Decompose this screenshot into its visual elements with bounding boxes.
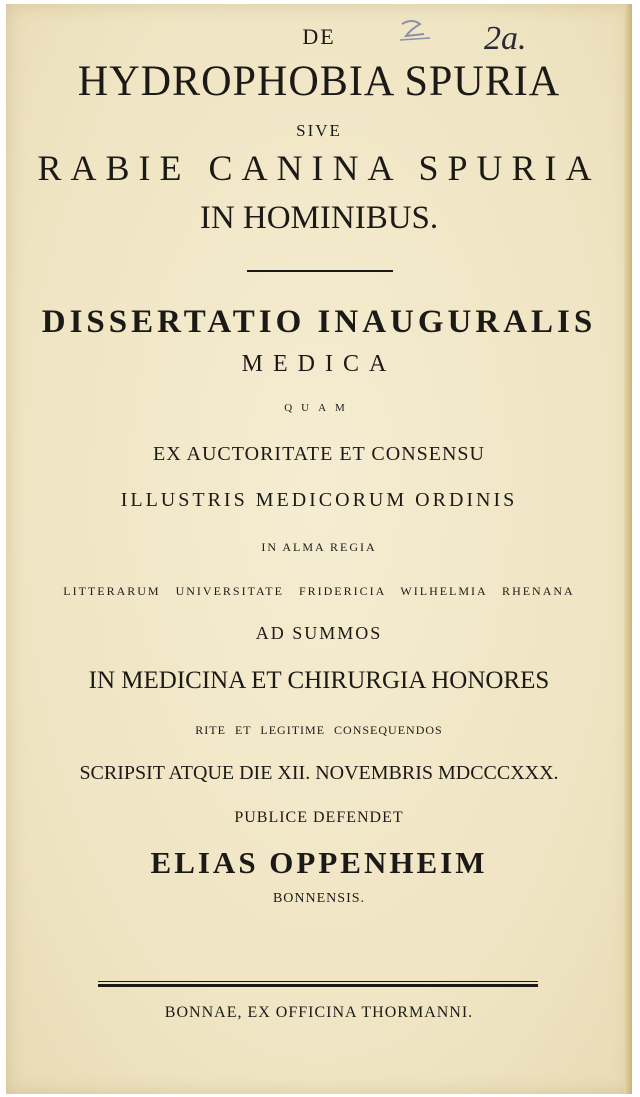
alternate-title: RABIE CANINA SPURIA	[37, 148, 601, 188]
handwritten-shelf-mark: 2a.	[484, 20, 527, 57]
in-hominibus-line: IN HOMINIBUS.	[199, 200, 439, 236]
de-heading: DE	[302, 24, 336, 49]
author-name: ELIAS OPPENHEIM	[150, 845, 488, 880]
universitate-line: LITTERARUM UNIVERSITATE FRIDERICIA WILHELMIA RHENANA	[63, 584, 575, 598]
dissertatio-heading: DISSERTATIO INAUGURALIS	[41, 304, 597, 340]
sive-line: SIVE	[296, 121, 342, 140]
defendet-line: PUBLICE DEFENDET	[234, 809, 404, 826]
imprint-rule-thin	[98, 981, 538, 982]
ad-summos-line: AD SUMMOS	[255, 623, 383, 643]
honores-line: IN MEDICINA ET CHIRURGIA HONORES	[88, 667, 550, 694]
author-origin: BONNENSIS.	[272, 891, 366, 906]
title-page	[6, 4, 632, 1094]
rite-line: RITE ET LEGITIME CONSEQUENDOS	[195, 723, 443, 737]
scripsit-line: SCRIPSIT ATQUE DIE XII. NOVEMBRIS MDCCCXXX.	[79, 762, 559, 784]
illustris-line: ILLUSTRIS MEDICORUM ORDINIS	[120, 489, 518, 511]
medica-line: MEDICA	[241, 351, 397, 377]
ex-auctoritate-line: EX AUCTORITATE ET CONSENSU	[152, 443, 485, 465]
quam-line: QUAM	[284, 402, 354, 414]
imprint-rule-thick	[98, 984, 538, 987]
in-alma-regia-line: IN ALMA REGIA	[261, 540, 377, 554]
main-title: HYDROPHOBIA SPURIA	[77, 58, 561, 105]
imprint-line: BONNAE, EX OFFICINA THORMANNI.	[164, 1004, 474, 1021]
title-divider-rule	[247, 270, 393, 272]
